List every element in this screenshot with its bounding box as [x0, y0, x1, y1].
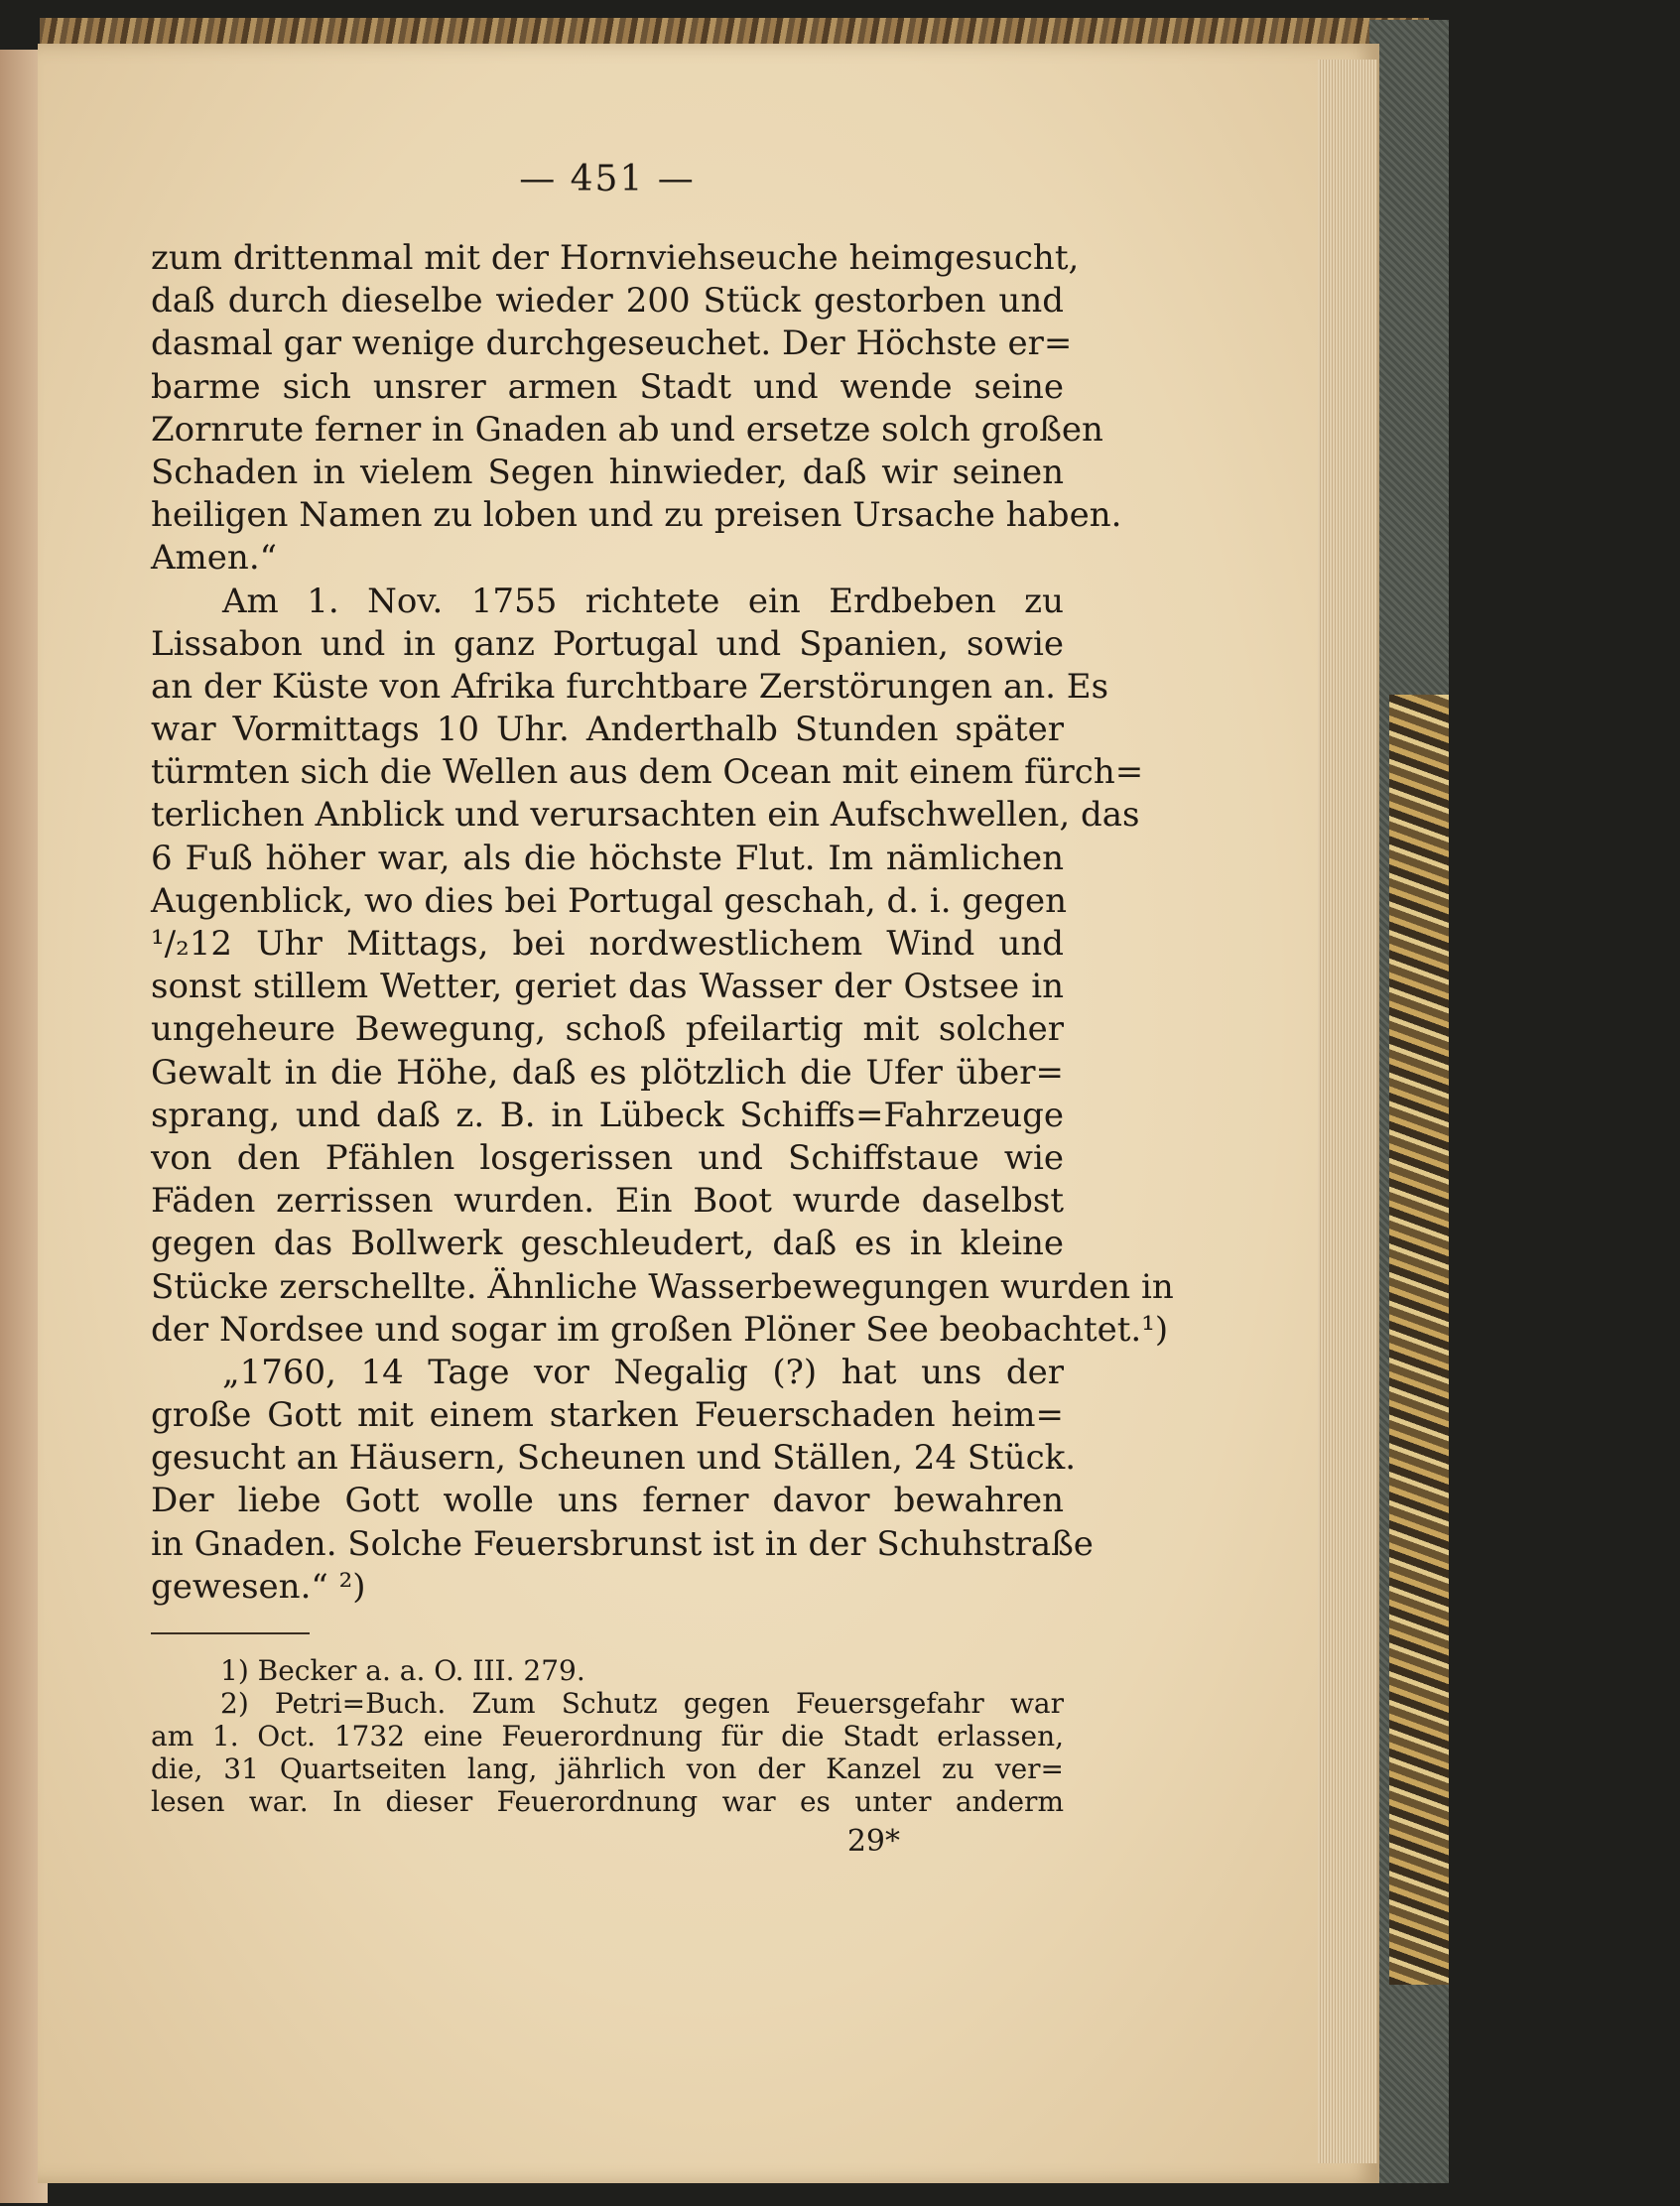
page-text	[151, 99, 1174, 1859]
text-line: große Gott mit einem starken Feuerschaden heim=	[151, 1395, 1064, 1436]
footnote-line: die, 31 Quartseiten lang, jährlich von der Kanzel zu ver=	[151, 1752, 1064, 1785]
text-line: gewesen.“ ²)	[151, 1566, 366, 1607]
text-line: der Nordsee und sogar im großen Plöner See beobachtet.¹)	[151, 1309, 1169, 1350]
text-line: türmten sich die Wellen aus dem Ocean mit einem fürch=	[151, 752, 1144, 793]
page-number: — 451 —	[519, 159, 696, 199]
text-line: Stücke zerschellte. Ähnliche Wasserbewegungen wurden in	[151, 1266, 1174, 1307]
text-line: Gewalt in die Höhe, daß es plötzlich die Ufer über=	[151, 1052, 1064, 1093]
text-line: heiligen Namen zu loben und zu preisen Ursache haben.	[151, 495, 1122, 536]
footnote-line: 2) Petri=Buch. Zum Schutz gegen Feuersgefahr war	[220, 1687, 1064, 1720]
text-line: Fäden zerrissen wurden. Ein Boot wurde daselbst	[151, 1181, 1064, 1222]
text-line: in Gnaden. Solche Feuersbrunst ist in der Schuhstraße	[151, 1523, 1094, 1564]
text-line: terlichen Anblick und verursachten ein Aufschwellen, das	[151, 795, 1140, 836]
text-line: Der liebe Gott wolle uns ferner davor bewahren	[151, 1481, 1064, 1521]
text-line: sprang, und daß z. B. in Lübeck Schiffs=Fahrzeuge	[151, 1095, 1064, 1135]
footnote-divider	[151, 1632, 310, 1634]
text-line: Zornrute ferner in Gnaden ab und ersetze solch großen	[151, 409, 1103, 450]
footnote-line: am 1. Oct. 1732 eine Feuerordnung für die Stadt erlassen,	[151, 1720, 1064, 1752]
text-line: Schaden in vielem Segen hinwieder, daß wir seinen	[151, 452, 1064, 492]
text-line: Lissabon und in ganz Portugal und Spanien, sowie	[151, 623, 1064, 664]
body-text	[151, 237, 1174, 1609]
text-line: Am 1. Nov. 1755 richtete ein Erdbeben zu	[222, 581, 1064, 621]
text-line: barme sich unsrer armen Stadt und wende seine	[151, 366, 1064, 407]
text-line: „1760, 14 Tage vor Negalig (?) hat uns der	[222, 1352, 1064, 1392]
text-line: von den Pfählen losgerissen und Schiffstaue wie	[151, 1137, 1064, 1178]
page-edges	[1318, 60, 1377, 2163]
text-line: daß durch dieselbe wieder 200 Stück gestorben und	[151, 281, 1064, 322]
text-line: war Vormittags 10 Uhr. Anderthalb Stunden später	[151, 710, 1064, 750]
footnotes	[151, 1654, 1064, 1818]
text-line: an der Küste von Afrika furchtbare Zerstörungen an. Es	[151, 666, 1109, 707]
footnote-line: 1) Becker a. a. O. III. 279.	[220, 1654, 585, 1687]
marbled-cover-right	[1389, 695, 1449, 1985]
text-line: Amen.“	[151, 538, 278, 579]
text-line: zum drittenmal mit der Hornviehseuche heimgesucht,	[151, 238, 1080, 278]
text-line: ungeheure Bewegung, schoß pfeilartig mit solcher	[151, 1009, 1064, 1050]
text-line: Augenblick, wo dies bei Portugal geschah, d. i. gegen	[151, 880, 1068, 921]
text-line: gesucht an Häusern, Scheunen und Ställen, 24 Stück.	[151, 1438, 1077, 1479]
text-line: sonst stillem Wetter, geriet das Wasser der Ostsee in	[151, 967, 1064, 1007]
text-line: gegen das Bollwerk geschleudert, daß es in kleine	[151, 1224, 1064, 1264]
signature-mark: 29*	[846, 1824, 900, 1859]
text-line: dasmal gar wenige durchgeseuchet. Der Höchste er=	[151, 324, 1073, 364]
text-line: 6 Fuß höher war, als die höchste Flut. Im nämlichen	[151, 838, 1064, 878]
footnote-line: lesen war. In dieser Feuerordnung war es unter anderm	[151, 1785, 1064, 1818]
text-line: ¹/₂12 Uhr Mittags, bei nordwestlichem Wind und	[151, 924, 1064, 964]
